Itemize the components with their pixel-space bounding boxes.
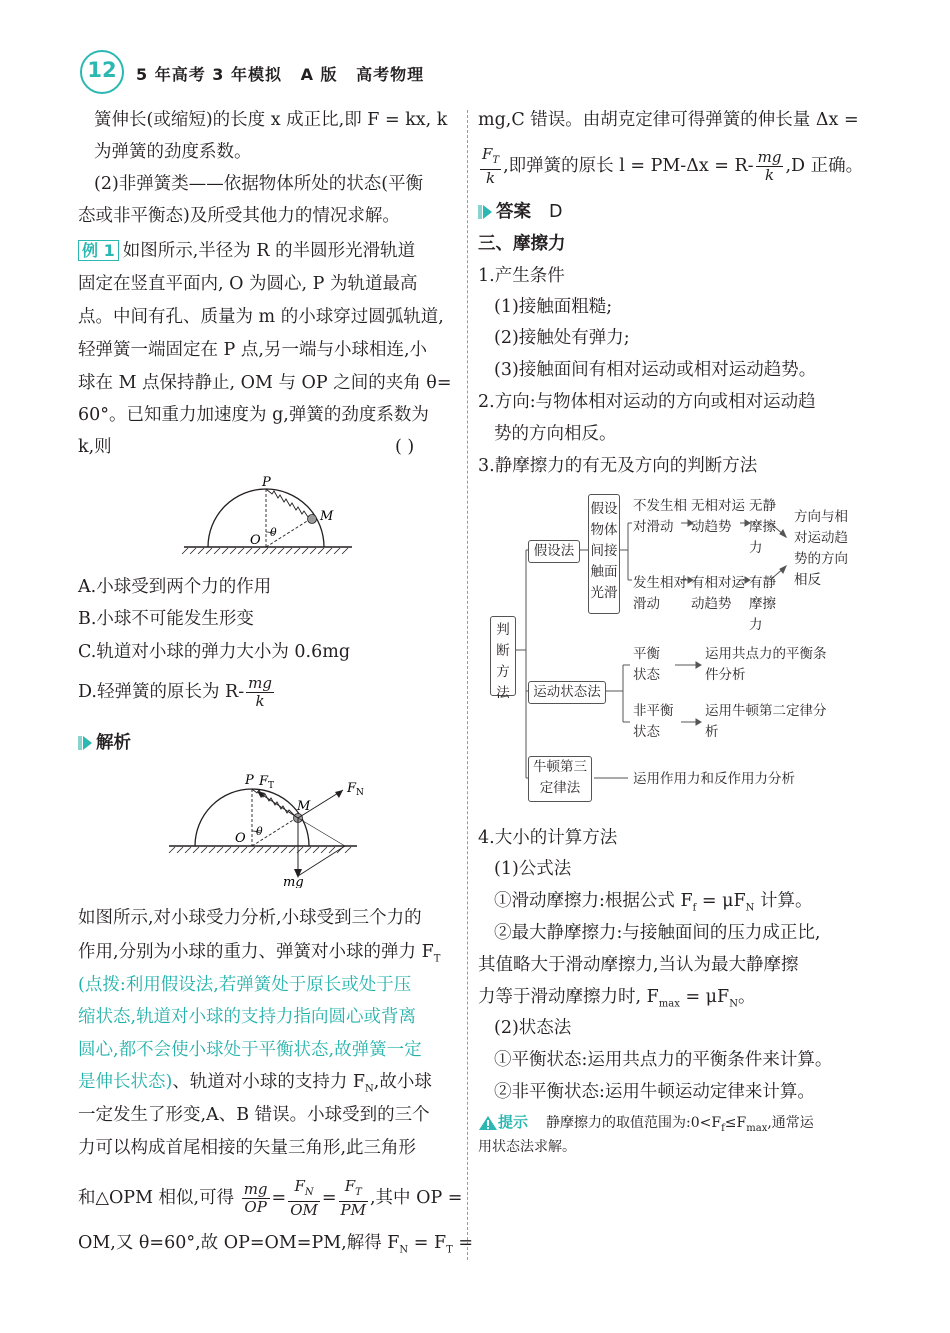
label-FN-sub: N <box>356 788 364 798</box>
map-text: 发生相对滑动 <box>633 575 687 612</box>
frac-num-main: F <box>482 145 493 163</box>
fraction <box>288 1178 320 1219</box>
label-theta: θ <box>256 825 263 838</box>
text-line: mg,C 错误。由胡克定律可得弹簧的伸长量 Δx = <box>478 110 859 130</box>
figure-force-analysis <box>165 768 375 888</box>
label-theta: θ <box>270 526 277 539</box>
text-span: 静摩擦力的取值范围为:0<F <box>546 1115 722 1131</box>
text-line: (1)接触面粗糙; <box>494 297 613 317</box>
label-FT <box>258 774 274 791</box>
hint-span: 是伸长状态) <box>78 1072 173 1092</box>
frac-num <box>339 1178 368 1202</box>
text-line: (1)公式法 <box>494 859 572 879</box>
map-text: 方向与相对运动趋势的方向相反 <box>794 509 848 588</box>
label-FT-main: F <box>259 774 269 789</box>
analysis-heading <box>78 731 131 755</box>
marker-icon <box>78 736 82 750</box>
tip-label: 提示 <box>498 1113 529 1131</box>
option-a: A.小球受到两个力的作用 <box>78 577 272 597</box>
map-branch-motion-state: 运动状态法 <box>528 681 606 704</box>
fraction <box>480 146 501 187</box>
hint-line: 缩状态,轨道对小球的支持力指向圆心或背离 <box>78 1007 417 1027</box>
hint-line: 圆心,都不会使小球处于平衡状态,故弹簧一定 <box>78 1040 422 1060</box>
tip-line: 用状态法求解。 <box>478 1139 576 1155</box>
subscript: max <box>658 998 680 1010</box>
label-FN-main: F <box>347 781 357 796</box>
frac-num-main: F <box>294 1177 305 1195</box>
edition: A 版 <box>300 65 338 84</box>
example-text: 如图所示,半径为 R 的半圆形光滑轨道 <box>122 241 416 261</box>
map-text: 有相对运动趋势 <box>691 575 745 612</box>
answer-label: 答案 <box>496 202 531 222</box>
text-line: 2.方向:与物体相对运动的方向或相对运动趋 <box>478 392 816 412</box>
text-line: 4.大小的计算方法 <box>478 828 618 848</box>
text-line: ②最大静摩擦力:与接触面间的压力成正比, <box>494 923 821 943</box>
running-header <box>136 62 424 85</box>
marker-icon <box>478 205 482 219</box>
label-O: O <box>250 533 261 548</box>
fraction <box>339 1178 368 1219</box>
frac-num: mg <box>243 1180 268 1198</box>
frac-num-main: F <box>344 1177 356 1195</box>
text-line: 一定发生了形变,A、B 错误。小球受到的三个 <box>78 1105 430 1125</box>
fraction <box>246 675 274 710</box>
text-line: 1.产生条件 <box>478 266 565 286</box>
frac-den: PM <box>340 1201 366 1219</box>
text-line: 态或非平衡态)及所受其他力的情况求解。 <box>78 206 400 226</box>
text-line: (2)接触处有弹力; <box>494 328 630 348</box>
text-line: (2)非弹簧类——依据物体所处的状态(平衡 <box>94 174 424 194</box>
label-M: M <box>297 799 311 814</box>
subscript: N <box>745 902 755 914</box>
frac-den: k <box>255 692 265 710</box>
text-span: = F <box>408 1233 447 1253</box>
text-line <box>478 146 863 187</box>
book-title: 5 年高考 3 年模拟 <box>136 65 282 84</box>
text-line <box>78 1231 473 1263</box>
text-line <box>78 940 440 972</box>
frac-den: OP <box>244 1198 267 1216</box>
text-line <box>78 1070 432 1102</box>
frac-den: k <box>764 166 775 184</box>
frac-num: mg <box>757 148 782 166</box>
label-P: P <box>245 773 254 788</box>
subscript: N <box>729 998 738 1010</box>
example-line <box>78 239 415 263</box>
text-span: 计算。 <box>754 891 813 911</box>
text-line: k,则 <box>78 437 112 457</box>
text-span: ,通常运 <box>767 1115 814 1131</box>
text-line: (2)状态法 <box>494 1018 572 1038</box>
text-span: OM,又 θ=60°,故 OP=OM=PM,解得 F <box>78 1233 400 1253</box>
label-M: M <box>320 509 334 524</box>
text-line: 如图所示,对小球受力分析,小球受到三个力的 <box>78 908 422 928</box>
text-span: ≤F <box>724 1115 747 1131</box>
fraction <box>756 149 784 184</box>
text-span: ,其中 OP = <box>369 1188 463 1208</box>
map-text: 平衡状态 <box>633 646 660 683</box>
text-span: = <box>452 1233 474 1253</box>
map-branch-assumption: 假设法 <box>528 540 580 563</box>
text-span: 作用,分别为小球的重力、弹簧对小球的弹力 F <box>78 942 434 962</box>
section-heading: 三、摩擦力 <box>478 234 566 254</box>
frac-num <box>480 146 501 170</box>
option-b: B.小球不可能发生形变 <box>78 609 254 629</box>
text-span: = μF <box>679 987 730 1007</box>
map-text: 运用共点力的平衡条件分析 <box>705 646 827 683</box>
subscript: f <box>692 902 697 914</box>
subscript: N <box>304 1187 314 1198</box>
subscript: N <box>365 1083 374 1095</box>
text-span: 和△OPM 相似,可得 <box>78 1188 235 1208</box>
label-P: P <box>262 475 271 490</box>
text-span: ,D 正确。 <box>785 156 864 176</box>
example-tag: 例 1 <box>78 240 119 261</box>
fraction <box>242 1181 270 1216</box>
text-line: 点。中间有孔、质量为 m 的小球穿过圆弧轨道, <box>78 307 444 327</box>
text-line: (3)接触面间有相对运动或相对运动趋势。 <box>494 360 817 380</box>
subscript: T <box>433 953 441 965</box>
figure-semicircle-track <box>180 470 360 560</box>
text-line <box>478 985 755 1017</box>
text-line: ①平衡状态:运用共点力的平衡条件来计算。 <box>494 1050 833 1070</box>
frac-den: k <box>486 169 496 187</box>
text-line: 球在 M 点保持静止, OM 与 OP 之间的夹角 θ= <box>78 373 452 393</box>
subject: 高考物理 <box>356 65 425 84</box>
analysis-label: 解析 <box>96 733 131 753</box>
subscript: T <box>446 1244 453 1256</box>
text-line: 力可以构成首尾相接的矢量三角形,此三角形 <box>78 1138 417 1158</box>
text-span: = μF <box>696 891 746 911</box>
answer-value: D <box>549 202 563 222</box>
text-line: 势的方向相反。 <box>494 424 617 444</box>
text-line: ②非平衡状态:运用牛顿运动定律来计算。 <box>494 1082 815 1102</box>
hint-line: (点拨:利用假设法,若弹簧处于原长或处于压 <box>78 975 412 995</box>
text-span: ①滑动摩擦力:根据公式 F <box>494 891 693 911</box>
map-text: 有静摩擦力 <box>749 575 776 633</box>
label-O: O <box>235 831 246 846</box>
text-line: 和△OPM 相似,可得 $\frac{mg}{OP}$ = $\frac{F_N}{OM}$ = $\frac{F_T}{PM}$ ,其中 OP = <box>78 1177 463 1219</box>
page-number: 12 <box>87 58 117 82</box>
map-text: 无相对运动趋势 <box>691 498 745 535</box>
text-line: 60°。已知重力加速度为 g,弹簧的劲度系数为 <box>78 405 429 425</box>
label-mg: mg <box>283 875 304 888</box>
map-text: 运用作用力和反作用力分析 <box>633 771 795 787</box>
text-line: 轻弹簧一端固定在 P 点,另一端与小球相连,小 <box>78 340 428 360</box>
text-line <box>494 889 812 921</box>
answer-line <box>478 200 562 224</box>
subscript: N <box>399 1244 409 1256</box>
option-d <box>78 675 276 710</box>
text-line: 固定在竖直平面内, O 为圆心, P 为轨道最高 <box>78 274 418 294</box>
text-line: 其值略大于滑动摩擦力,当认为最大静摩擦 <box>478 955 799 975</box>
map-branch-newton-third: 牛顿第三定律法 <box>528 756 592 802</box>
map-text: 非平衡状态 <box>633 703 674 740</box>
triangle-icon <box>483 205 492 219</box>
warning-icon <box>478 1115 498 1131</box>
frac-num <box>288 1178 320 1202</box>
map-assumption-box: 假设物体间接触面光滑 <box>588 494 620 614</box>
text-span: 力等于滑动摩擦力时, F <box>478 987 659 1007</box>
label-FT-sub: T <box>268 781 275 791</box>
frac-den: OM <box>290 1201 318 1219</box>
text-span: 。 <box>737 987 756 1007</box>
map-text: 不发生相对滑动 <box>633 498 687 535</box>
map-root: 判断方法 <box>490 616 516 696</box>
option-d-text: D.轻弹簧的原长为 R- <box>78 682 245 702</box>
option-c: C.轨道对小球的弹力大小为 0.6mg <box>78 642 351 662</box>
subscript: max <box>746 1122 768 1134</box>
map-text: 运用牛顿第二定律分析 <box>705 703 827 740</box>
text-line: 为弹簧的劲度系数。 <box>94 142 252 162</box>
triangle-icon <box>83 736 92 750</box>
column-divider <box>467 110 468 1260</box>
text-span: ,故小球 <box>373 1072 432 1092</box>
subscript: T <box>355 1187 362 1198</box>
map-text: 无静摩擦力 <box>749 498 776 556</box>
text-line: 簧伸长(或缩短)的长度 x 成正比,即 F = kx, k <box>94 110 448 130</box>
text-span: ,即弹簧的原长 l = PM-Δx = R- <box>503 156 754 176</box>
frac-num: mg <box>248 674 272 692</box>
text-span: 、轨道对小球的支持力 F <box>172 1072 366 1092</box>
subscript: T <box>492 155 500 166</box>
label-FN <box>346 781 364 798</box>
subscript: f <box>721 1122 725 1134</box>
answer-blank: ( ) <box>395 437 415 457</box>
text-line: 3.静摩擦力的有无及方向的判断方法 <box>478 456 758 476</box>
